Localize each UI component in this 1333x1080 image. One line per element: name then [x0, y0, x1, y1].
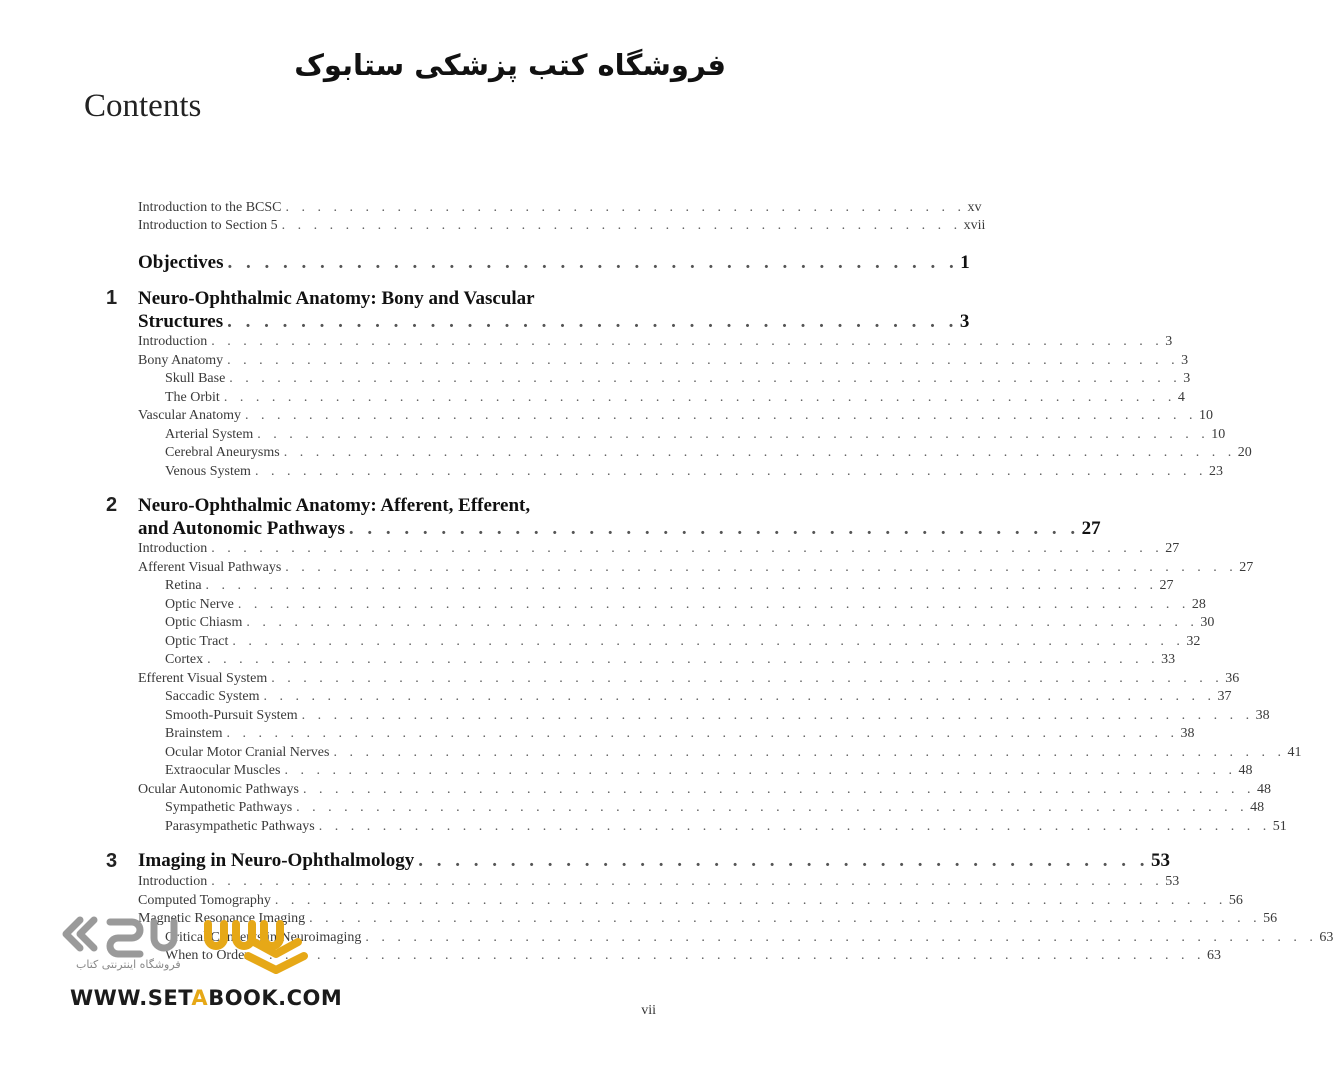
toc-entry-page: 53 — [1165, 874, 1180, 889]
toc-entry-label: Afferent Visual Pathways — [138, 559, 282, 575]
leader-dots: . . . . . . . . . . . . . . . . . . . . . . . . . . . . . . . . . . . . . . . . . . . — [281, 218, 962, 233]
toc-entry-label: Magnetic Resonance Imaging — [138, 911, 306, 926]
toc-entry-label: Optic Tract — [165, 633, 229, 649]
toc-entry-page: 10 — [1199, 408, 1214, 423]
leader-dots: . . . . . . . . . . . . . . . . . . . . . . . . . . . . . . . . . . . . . . . . . . . . . . . . . . . . . . . . . . . . — [223, 389, 1176, 405]
toc-entry-page: 30 — [1200, 615, 1215, 630]
toc-entry[interactable] — [138, 892, 1243, 909]
toc-entry-page: xv — [967, 200, 982, 215]
toc-entry-label: Optic Chiasm — [165, 615, 243, 630]
toc-entry-label: Cortex — [165, 652, 204, 667]
toc-entry[interactable] — [138, 670, 1240, 687]
toc-entry-page: xvii — [963, 218, 986, 233]
toc-entry-label: Efferent Visual System — [138, 670, 268, 686]
toc-entry[interactable] — [165, 445, 1252, 461]
chapter-page: 3 — [959, 311, 970, 332]
chapter-title[interactable]: Neuro-Ophthalmic Anatomy: Afferent, Efferent, — [138, 495, 531, 516]
leader-dots: . . . . . . . . . . . . . . . . . . . . . . . . . . . . . . . . . . . . . . . . . . . — [285, 200, 966, 215]
watermark-url-prefix: WWW.SET — [70, 986, 192, 1010]
toc-entry[interactable] — [165, 818, 1287, 835]
leader-dots: . . . . . . . . . . . . . . . . . . . . . . . . . . . . . . . . . . . . . . . . — [227, 311, 958, 332]
chapter-title-end[interactable] — [138, 311, 970, 333]
toc-entry[interactable] — [138, 334, 1173, 350]
toc-entry-label: Venous System — [165, 463, 251, 479]
toc-entry[interactable] — [138, 559, 1254, 576]
toc-entry-label: Extraocular Muscles — [165, 763, 281, 778]
toc-entry[interactable] — [165, 463, 1223, 480]
toc-entry-label: Parasympathetic Pathways — [165, 818, 315, 834]
leader-dots: . . . . . . . . . . . . . . . . . . . . . . . . . . . . . . . . . . . . . . . . . . . . . . . . . . . . . . . . . . . . — [301, 707, 1254, 723]
chapter-title-end[interactable] — [138, 850, 1170, 872]
leader-dots: . . . . . . . . . . . . . . . . . . . . . . . . . . . . . . . . . . . . . . . . . . . . . . . . . . . . . . . . . . . . — [263, 689, 1216, 704]
toc-entry-page: 56 — [1263, 911, 1278, 926]
toc-entry-label: Ocular Autonomic Pathways — [138, 781, 299, 797]
toc-entry-label: Sympathetic Pathways — [165, 800, 293, 815]
leader-dots: . . . . . . . . . . . . . . . . . . . . . . . . . . . . . . . . . . . . . . . . . . . . . . . . . . . . . . . . . . . . — [229, 371, 1182, 386]
toc-entry[interactable] — [138, 218, 986, 234]
store-header-title: فروشگاه کتب پزشکی ستابوک — [294, 48, 726, 82]
toc-entry-label: Optic Nerve — [165, 596, 234, 612]
toc-entry-page: 41 — [1287, 744, 1302, 760]
toc-entry-page: 23 — [1208, 463, 1223, 479]
toc-entry[interactable] — [138, 781, 1271, 798]
chapter-title: Imaging in Neuro-Ophthalmology — [138, 850, 415, 871]
toc-entry-label: Introduction — [138, 334, 208, 349]
toc-entry-page: 48 — [1238, 763, 1253, 778]
toc-entry[interactable] — [165, 426, 1226, 443]
page-number: vii — [641, 1003, 656, 1018]
toc-entry-label: Brainstem — [165, 726, 223, 741]
toc-entry-label: Introduction — [138, 874, 208, 889]
chapter-title[interactable]: Neuro-Ophthalmic Anatomy: Bony and Vascular — [138, 288, 535, 309]
leader-dots: . . . . . . . . . . . . . . . . . . . . . . . . . . . . . . . . . . . . . . . . . . . . . . . . . . . . . . . . . . . . — [207, 652, 1160, 667]
leader-dots: . . . . . . . . . . . . . . . . . . . . . . . . . . . . . . . . . . . . . . . . . . . . . . . . . . . . . . . . . . . . — [237, 596, 1190, 612]
chapter-number: 1 — [106, 287, 118, 309]
toc-entry[interactable] — [165, 633, 1201, 650]
toc-entry-label: Arterial System — [165, 426, 254, 442]
leader-dots: . . . . . . . . . . . . . . . . . . . . . . . . . . . . . . . . . . . . . . . . . . . . . . . . . . . . . . . . . . . . — [283, 445, 1236, 460]
toc-entry-label: Vascular Anatomy — [138, 408, 242, 423]
toc-entry-page: 3 — [1181, 352, 1189, 368]
toc-entry-page: 3 — [1165, 334, 1173, 349]
toc-entry[interactable] — [165, 371, 1191, 387]
toc-entry[interactable] — [165, 800, 1265, 816]
chapter-page: 53 — [1151, 850, 1170, 871]
watermark-url-accent: A — [191, 986, 209, 1010]
toc-entry[interactable] — [165, 726, 1195, 742]
toc-entry[interactable] — [165, 596, 1206, 613]
toc-entry-page: 51 — [1272, 818, 1287, 834]
toc-entry[interactable] — [165, 615, 1215, 631]
toc-entry[interactable] — [165, 689, 1232, 705]
toc-entry-page: 33 — [1161, 652, 1176, 667]
leader-dots: . . . . . . . . . . . . . . . . . . . . . . . . . . . . . . . . . . . . . . . . . . . . . . . . . . . . . . . . . . . . — [274, 892, 1227, 908]
toc-entry-label: The Orbit — [165, 389, 220, 405]
toc-entry[interactable] — [138, 874, 1180, 890]
toc-entry-page: 38 — [1255, 707, 1270, 723]
leader-dots: . . . . . . . . . . . . . . . . . . . . . . . . . . . . . . . . . . . . . . . . . . . . . . . . . . . . . . . . . . . . — [205, 578, 1158, 593]
leader-dots: . . . . . . . . . . . . . . . . . . . . . . . . . . . . . . . . . . . . . . . . . . . . . . . . . . . . . . . . . . . . — [365, 929, 1318, 945]
toc-entry-page: 3 — [1183, 371, 1191, 386]
leader-dots: . . . . . . . . . . . . . . . . . . . . . . . . . . . . . . . . . . . . . . . . . . . . . . . . . . . . . . . . . . . . — [211, 874, 1164, 889]
toc-entry[interactable] — [165, 707, 1270, 724]
toc-entry-label: Critical Concepts in Neuroimaging — [165, 929, 362, 945]
toc-entry-page: 20 — [1237, 445, 1252, 460]
leader-dots: . . . . . . . . . . . . . . . . . . . . . . . . . . . . . . . . . . . . . . . . . . . . . . . . . . . . . . . . . . . . — [284, 763, 1237, 778]
toc-entry-page: 27 — [1239, 559, 1254, 575]
toc-entry-label: Cerebral Aneurysms — [165, 445, 280, 460]
toc-entry-label: Bony Anatomy — [138, 352, 224, 368]
leader-dots: . . . . . . . . . . . . . . . . . . . . . . . . . . . . . . . . . . . . . . . . . . . . . . . . . . . . . . . . . . . . — [211, 541, 1164, 556]
toc-entry-page: 48 — [1256, 781, 1271, 797]
leader-dots: . . . . . . . . . . . . . . . . . . . . . . . . . . . . . . . . . . . . . . . . — [348, 518, 1080, 539]
leader-dots: . . . . . . . . . . . . . . . . . . . . . . . . . . . . . . . . . . . . . . . . . . . . . . . . . . . . . . . . . . . . — [232, 633, 1185, 649]
leader-dots: . . . . . . . . . . . . . . . . . . . . . . . . . . . . . . . . . . . . . . . . . . . . . . . . . . . . . . . . . . . . — [245, 408, 1198, 423]
leader-dots: . . . . . . . . . . . . . . . . . . . . . . . . . . . . . . . . . . . . . . . . . . . . . . . . . . . . . . . . . . . . — [318, 818, 1271, 834]
chapter-page: 27 — [1081, 518, 1101, 539]
chapter-title-end[interactable] — [138, 518, 1101, 540]
leader-dots: . . . . . . . . . . . . . . . . . . . . . . . . . . . . . . . . . . . . . . . . . . . . . . . . . . . . . . . . . . . . — [285, 559, 1238, 575]
toc-entry[interactable] — [165, 389, 1185, 406]
toc-entry-label: Retina — [165, 578, 202, 593]
leader-dots: . . . . . . . . . . . . . . . . . . . . . . . . . . . . . . . . . . . . . . . . . . . . . . . . . . . . . . . . . . . . — [254, 463, 1207, 479]
leader-dots: . . . . . . . . . . . . . . . . . . . . . . . . . . . . . . . . . . . . . . . . . . . . . . . . . . . . . . . . . . . . — [257, 426, 1210, 442]
toc-entry[interactable] — [165, 578, 1174, 594]
toc-entry-label: Saccadic System — [165, 689, 260, 704]
leader-dots: . . . . . . . . . . . . . . . . . . . . . . . . . . . . . . . . . . . . . . . . — [418, 850, 1149, 871]
toc-entry[interactable] — [138, 408, 1214, 424]
toc-entry-page: 63 — [1319, 929, 1333, 945]
toc-entry-page: 63 — [1206, 948, 1221, 963]
leader-dots: . . . . . . . . . . . . . . . . . . . . . . . . . . . . . . . . . . . . . . . . . . . . . . . . . . . . . . . . . . . . — [252, 948, 1205, 963]
toc-entry-label: Ocular Motor Cranial Nerves — [165, 744, 330, 760]
toc-entry-label: Computed Tomography — [138, 892, 271, 908]
toc-entry[interactable] — [165, 763, 1253, 779]
toc-entry-page: 38 — [1180, 726, 1195, 741]
leader-dots: . . . . . . . . . . . . . . . . . . . . . . . . . . . . . . . . . . . . . . . . . . . . . . . . . . . . . . . . . . . . — [271, 670, 1224, 686]
page-title: Contents — [84, 88, 202, 124]
watermark-url-suffix: BOOK.COM — [208, 986, 343, 1010]
chapter-number: 3 — [106, 850, 118, 872]
toc-entry-page: 48 — [1250, 800, 1265, 815]
leader-dots: . . . . . . . . . . . . . . . . . . . . . . . . . . . . . . . . . . . . . . . . . . . . . . . . . . . . . . . . . . . . — [333, 744, 1286, 760]
toc-entry-page: 27 — [1159, 578, 1174, 593]
toc-entry-page: 28 — [1191, 596, 1206, 612]
toc-entry[interactable] — [138, 541, 1180, 557]
leader-dots: . . . . . . . . . . . . . . . . . . . . . . . . . . . . . . . . . . . . . . . . . . . . . . . . . . . . . . . . . . . . — [246, 615, 1199, 630]
watermark-subtitle: فروشگاه اینترنتی کتاب — [76, 958, 181, 971]
leader-dots: . . . . . . . . . . . . . . . . . . . . . . . . . . . . . . . . . . . . . . . . . . . . . . . . . . . . . . . . . . . . — [211, 334, 1164, 349]
chapter-title-cont: and Autonomic Pathways — [138, 518, 345, 539]
toc-entry[interactable] — [165, 744, 1302, 761]
chapter-title-cont: Structures — [138, 311, 224, 332]
toc-entry-page: 1 — [960, 252, 970, 273]
toc-entry-page: 27 — [1165, 541, 1180, 556]
leader-dots: . . . . . . . . . . . . . . . . . . . . . . . . . . . . . . . . . . . . . . . . . . . . . . . . . . . . . . . . . . . . — [226, 726, 1179, 741]
toc-entry-label: When to Order — [165, 948, 249, 963]
toc-entry-label: Skull Base — [165, 371, 226, 386]
toc-entry[interactable] — [165, 652, 1176, 668]
chapter-number: 2 — [106, 494, 118, 516]
toc-entry-page: 32 — [1186, 633, 1201, 649]
toc-entry-page: 36 — [1225, 670, 1240, 686]
toc-entry-label: Objectives — [138, 252, 224, 273]
toc-entry-label: Smooth-Pursuit System — [165, 707, 298, 723]
watermark-url[interactable] — [70, 986, 342, 1010]
leader-dots: . . . . . . . . . . . . . . . . . . . . . . . . . . . . . . . . . . . . . . . . — [227, 252, 959, 273]
toc-entry-label: Introduction — [138, 541, 208, 556]
leader-dots: . . . . . . . . . . . . . . . . . . . . . . . . . . . . . . . . . . . . . . . . . . . . . . . . . . . . . . . . . . . . — [309, 911, 1262, 926]
toc-entry-page: 4 — [1177, 389, 1185, 405]
leader-dots: . . . . . . . . . . . . . . . . . . . . . . . . . . . . . . . . . . . . . . . . . . . . . . . . . . . . . . . . . . . . — [227, 352, 1180, 368]
toc-objectives[interactable] — [138, 252, 970, 274]
toc-entry[interactable] — [138, 200, 982, 216]
setabook-logo — [58, 912, 328, 984]
toc-entry-page: 10 — [1211, 426, 1226, 442]
toc-entry-label: Introduction to the BCSC — [138, 200, 282, 215]
leader-dots: . . . . . . . . . . . . . . . . . . . . . . . . . . . . . . . . . . . . . . . . . . . . . . . . . . . . . . . . . . . . — [302, 781, 1255, 797]
toc-entry-page: 37 — [1217, 689, 1232, 704]
leader-dots: . . . . . . . . . . . . . . . . . . . . . . . . . . . . . . . . . . . . . . . . . . . . . . . . . . . . . . . . . . . . — [296, 800, 1249, 815]
toc-entry-label: Introduction to Section 5 — [138, 218, 278, 233]
toc-entry[interactable] — [138, 352, 1189, 369]
toc-entry-page: 56 — [1228, 892, 1243, 908]
